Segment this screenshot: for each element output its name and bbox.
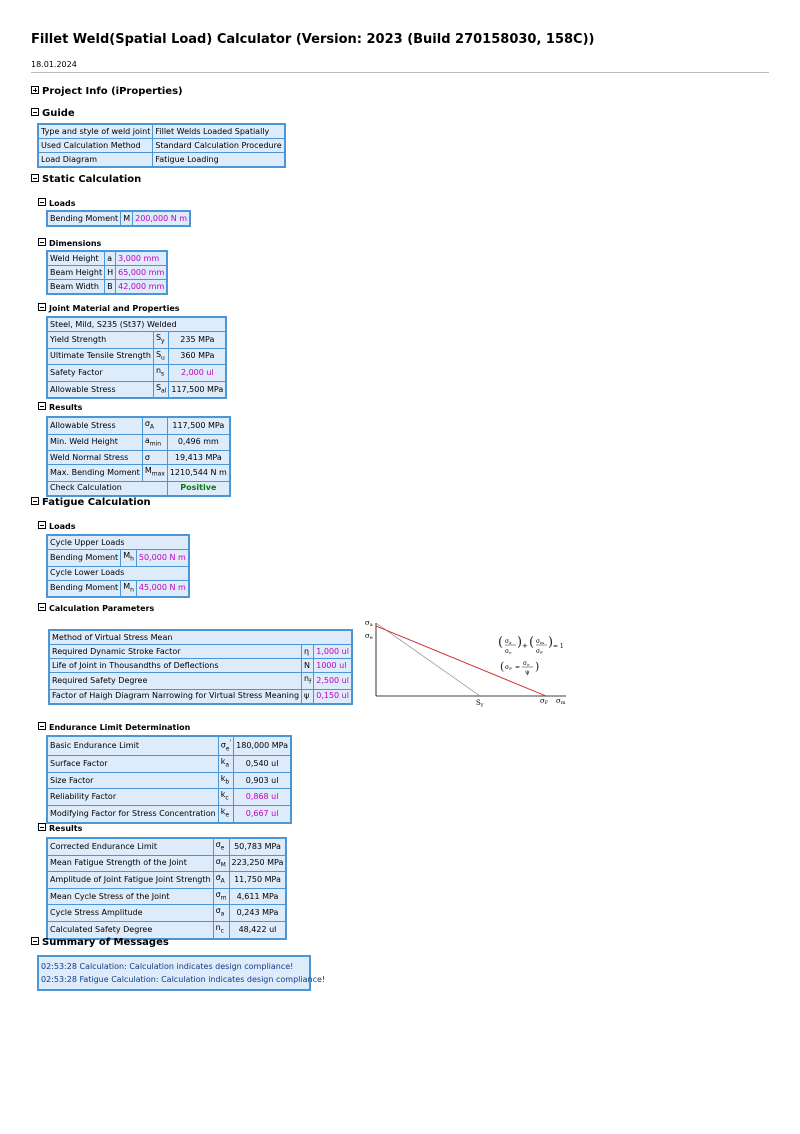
param-value[interactable]: 0,868 ul: [234, 789, 291, 806]
param-label: Weld Normal Stress: [47, 451, 142, 465]
param-label: Ultimate Tensile Strength: [47, 348, 153, 365]
param-symbol: $M_{max}$: [142, 465, 167, 482]
param-value[interactable]: 2,000 ul: [169, 365, 226, 382]
fatigue-results-table: [46, 837, 287, 940]
param-label: Check Calculation: [47, 481, 167, 496]
param-label: Beam Width: [47, 280, 105, 295]
param-value: 117,500 MPa: [167, 417, 230, 434]
table-row: [47, 566, 189, 580]
param-value: 0,540 ul: [234, 756, 291, 773]
param-symbol: M: [121, 211, 133, 226]
section-summary[interactable]: [31, 937, 169, 948]
subsection-dimensions[interactable]: [38, 238, 101, 248]
section-static[interactable]: [31, 174, 141, 185]
svg-text:): ): [548, 635, 554, 650]
sigma-f-label: σF: [540, 697, 549, 706]
collapse-icon[interactable]: [38, 722, 46, 730]
sigma-e-label: σe: [365, 632, 373, 641]
param-symbol: σ: [142, 451, 167, 465]
param-symbol: $M_n$: [121, 580, 137, 597]
table-row: [47, 838, 286, 855]
param-value: 360 MPa: [169, 348, 226, 365]
table-row: [47, 806, 291, 823]
param-label: Required Dynamic Stroke Factor: [49, 645, 302, 659]
param-label: Modifying Factor for Stress Concentration: [47, 806, 218, 823]
collapse-icon[interactable]: [31, 937, 39, 945]
table-row: [38, 153, 285, 168]
param-label: Calculated Safety Degree: [47, 921, 213, 938]
subsection-material[interactable]: [38, 303, 180, 313]
guide-label: Type and style of weld joint: [38, 124, 153, 139]
section-guide[interactable]: [31, 108, 75, 119]
param-symbol: H: [105, 266, 116, 280]
table-row: [49, 689, 352, 704]
table-row: [47, 772, 291, 789]
param-label: Min. Weld Height: [47, 434, 142, 451]
param-symbol: $\sigma_M$: [213, 855, 229, 872]
param-symbol: N: [302, 659, 314, 673]
report-title: Fillet Weld(Spatial Load) Calculator (Version: 2023 (Build 270158030, 158C)): [31, 32, 595, 47]
fatigue-loads-table: [46, 534, 190, 598]
param-label: Corrected Endurance Limit: [47, 838, 213, 855]
guide-value: Fatigue Loading: [153, 153, 285, 168]
table-row: [47, 348, 226, 365]
param-symbol: $\sigma_A$: [142, 417, 167, 434]
subsection-title: Loads: [49, 522, 76, 531]
param-value[interactable]: 0,150 ul: [314, 689, 352, 704]
section-title: Fatigue Calculation: [42, 497, 151, 508]
param-symbol: $k_c$: [218, 789, 233, 806]
sigma-a-label: σa: [365, 619, 373, 628]
guide-value: Standard Calculation Procedure: [153, 139, 285, 153]
param-value: 4,611 MPa: [229, 888, 286, 905]
subsection-title: Dimensions: [49, 239, 102, 248]
table-row: [47, 550, 189, 567]
svg-text:): ): [517, 635, 523, 650]
param-label: Surface Factor: [47, 756, 218, 773]
subsection-title: Loads: [49, 199, 76, 208]
subsection-endurance[interactable]: [38, 722, 190, 732]
table-row: [49, 673, 352, 690]
param-value[interactable]: 200,000 N m: [133, 211, 190, 226]
group-label: Cycle Lower Loads: [47, 566, 189, 580]
table-row: [47, 317, 226, 332]
param-value: 0,903 ul: [234, 772, 291, 789]
table-row: [47, 266, 167, 280]
param-value: 235 MPa: [169, 332, 226, 349]
param-symbol: $k_b$: [218, 772, 233, 789]
guide-table: [37, 123, 286, 168]
sy-label: Sy: [476, 699, 484, 708]
param-symbol: ψ: [302, 689, 314, 704]
param-value: 48,422 ul: [229, 921, 286, 938]
collapse-icon[interactable]: [38, 521, 46, 529]
param-label: Bending Moment: [47, 211, 121, 226]
collapse-icon[interactable]: [31, 174, 39, 182]
group-label: Method of Virtual Stress Mean: [49, 630, 352, 645]
param-value[interactable]: 65,000 mm: [116, 266, 168, 280]
table-row: [47, 381, 226, 398]
param-value[interactable]: 50,000 N m: [136, 550, 188, 567]
param-label: Weld Height: [47, 251, 105, 266]
check-result: Positive: [167, 481, 230, 496]
endurance-table: [46, 735, 292, 824]
param-value: 11,750 MPa: [229, 872, 286, 889]
param-symbol: $S_u$: [153, 348, 168, 365]
svg-text:(: (: [498, 635, 504, 650]
collapse-icon[interactable]: [31, 108, 39, 116]
subsection-static-results[interactable]: [38, 402, 82, 412]
svg-text:(: (: [500, 660, 505, 673]
svg-text:+: +: [522, 642, 528, 650]
goodman-formula: [498, 635, 564, 676]
section-title: Guide: [42, 108, 75, 119]
table-row: [38, 124, 285, 139]
param-label: Cycle Stress Amplitude: [47, 905, 213, 922]
param-symbol: $\sigma_m$: [213, 888, 229, 905]
param-symbol: $S_y$: [153, 332, 168, 349]
param-symbol: $\sigma_e$: [213, 838, 229, 855]
message-line: 02:53:28 Fatigue Calculation: Calculation indicates design compliance!: [41, 975, 326, 984]
param-label: Life of Joint in Thousandths of Deflections: [49, 659, 302, 673]
table-row: [47, 434, 230, 451]
section-title: Summary of Messages: [42, 937, 169, 948]
table-row: [49, 659, 352, 673]
param-symbol: $k_a$: [218, 756, 233, 773]
collapse-icon[interactable]: [31, 497, 39, 505]
table-row: [47, 872, 286, 889]
table-row: [47, 451, 230, 465]
svg-text:): ): [535, 660, 540, 673]
param-symbol: $\sigma_e'$: [218, 736, 233, 756]
subsection-title: Joint Material and Properties: [49, 304, 180, 313]
material-table: [46, 316, 227, 399]
section-title: Static Calculation: [42, 174, 142, 185]
param-label: Factor of Haigh Diagram Narrowing for Virtual Stress Meaning: [49, 689, 302, 704]
material-name: Steel, Mild, S235 (St37) Welded: [47, 317, 226, 332]
collapse-icon[interactable]: [38, 603, 46, 611]
subsection-title: Calculation Parameters: [49, 604, 155, 613]
param-label: Beam Height: [47, 266, 105, 280]
param-symbol: $M_h$: [121, 550, 137, 567]
param-value: 0,243 MPa: [229, 905, 286, 922]
section-fatigue[interactable]: [31, 497, 151, 508]
param-value: 117,500 MPa: [169, 381, 226, 398]
guide-value: Fillet Welds Loaded Spatially: [153, 124, 285, 139]
param-symbol: B: [105, 280, 116, 295]
table-row: [47, 888, 286, 905]
subsection-calc-params[interactable]: [38, 603, 154, 613]
param-value[interactable]: 1000 ul: [314, 659, 352, 673]
table-row: [47, 417, 230, 434]
param-label: Basic Endurance Limit: [47, 736, 218, 756]
param-symbol: $\sigma_A$: [213, 872, 229, 889]
param-value: 0,496 mm: [167, 434, 230, 451]
guide-label: Load Diagram: [38, 153, 153, 168]
message-line: 02:53:28 Calculation: Calculation indicates design compliance!: [41, 962, 294, 971]
collapse-icon[interactable]: [38, 402, 46, 410]
section-title: Project Info (iProperties): [42, 86, 183, 97]
param-label: Allowable Stress: [47, 417, 142, 434]
param-symbol: $S_{al}$: [153, 381, 168, 398]
svg-text:σF: σF: [536, 648, 543, 655]
table-row: [47, 921, 286, 938]
param-value: 1210,544 N m: [167, 465, 230, 482]
param-value: 180,000 MPa: [234, 736, 291, 756]
static-results-table: [46, 416, 231, 497]
param-symbol: $n_c$: [213, 921, 229, 938]
param-symbol: $n_f$: [302, 673, 314, 690]
param-label: Bending Moment: [47, 580, 121, 597]
param-label: Bending Moment: [47, 550, 121, 567]
table-row: [47, 580, 189, 597]
param-label: Mean Cycle Stress of the Joint: [47, 888, 213, 905]
param-value: 50,783 MPa: [229, 838, 286, 855]
subsection-title: Results: [49, 403, 83, 412]
table-row: [47, 332, 226, 349]
report-date: 18.01.2024: [31, 60, 77, 69]
sigma-m-label: σm: [556, 697, 566, 706]
messages-box: [37, 955, 326, 991]
subsection-title: Results: [49, 824, 83, 833]
table-row: [47, 855, 286, 872]
subsection-fatigue-loads[interactable]: [38, 521, 75, 531]
table-row: [47, 756, 291, 773]
collapse-icon[interactable]: [38, 303, 46, 311]
param-value[interactable]: 1,000 ul: [314, 645, 352, 659]
param-value[interactable]: 3,000 mm: [116, 251, 168, 266]
table-row: [49, 645, 352, 659]
collapse-icon[interactable]: [38, 198, 46, 206]
param-label: Yield Strength: [47, 332, 153, 349]
param-label: Max. Bending Moment: [47, 465, 142, 482]
param-symbol: $a_{min}$: [142, 434, 167, 451]
param-label: Safety Factor: [47, 365, 153, 382]
param-value[interactable]: 2,500 ul: [314, 673, 352, 690]
table-row: [47, 481, 230, 496]
table-row: [47, 535, 189, 550]
param-label: Amplitude of Joint Fatigue Joint Strength: [47, 872, 213, 889]
param-label: Allowable Stress: [47, 381, 153, 398]
svg-text:σm: σm: [536, 638, 544, 645]
haigh-diagram: [360, 615, 580, 735]
svg-text:σF: σF: [505, 664, 512, 671]
yield-line: [376, 623, 480, 696]
param-label: Mean Fatigue Strength of the Joint: [47, 855, 213, 872]
param-symbol: a: [105, 251, 116, 266]
table-row: [47, 789, 291, 806]
svg-text:σe: σe: [523, 660, 530, 667]
param-value[interactable]: 0,667 ul: [234, 806, 291, 823]
collapse-icon[interactable]: [38, 238, 46, 246]
param-symbol: $n_s$: [153, 365, 168, 382]
param-value: 223,250 MPa: [229, 855, 286, 872]
param-label: Reliability Factor: [47, 789, 218, 806]
expand-icon[interactable]: [31, 86, 39, 94]
table-row: [47, 280, 167, 295]
group-label: Cycle Upper Loads: [47, 535, 189, 550]
static-loads-table: [46, 210, 191, 227]
param-symbol: $\sigma_a$: [213, 905, 229, 922]
title-divider: [31, 72, 769, 73]
svg-text:(: (: [529, 635, 535, 650]
calc-params-table: [48, 629, 353, 705]
subsection-fatigue-results[interactable]: [38, 823, 82, 833]
dimensions-table: [46, 250, 168, 295]
table-row: [49, 630, 352, 645]
table-row: [47, 365, 226, 382]
svg-text:=: =: [515, 664, 521, 671]
param-value: 19,413 MPa: [167, 451, 230, 465]
collapse-icon[interactable]: [38, 823, 46, 831]
table-row: [38, 139, 285, 153]
param-value[interactable]: 42,000 mm: [116, 280, 168, 295]
param-label: Required Safety Degree: [49, 673, 302, 690]
svg-text:ψ: ψ: [525, 669, 530, 676]
param-value[interactable]: 45,000 N m: [136, 580, 188, 597]
subsection-title: Endurance Limit Determination: [49, 723, 191, 732]
subsection-static-loads[interactable]: [38, 198, 75, 208]
svg-text:σa: σa: [505, 638, 512, 645]
param-symbol: η: [302, 645, 314, 659]
table-row: [47, 251, 167, 266]
param-symbol: $k_e$: [218, 806, 233, 823]
param-label: Size Factor: [47, 772, 218, 789]
table-row: [47, 905, 286, 922]
table-row: [47, 211, 190, 226]
table-row: [47, 736, 291, 756]
guide-label: Used Calculation Method: [38, 139, 153, 153]
table-row: [47, 465, 230, 482]
svg-text:= 1: = 1: [553, 643, 564, 650]
svg-text:σe: σe: [505, 648, 512, 655]
section-project-info[interactable]: [31, 86, 183, 97]
